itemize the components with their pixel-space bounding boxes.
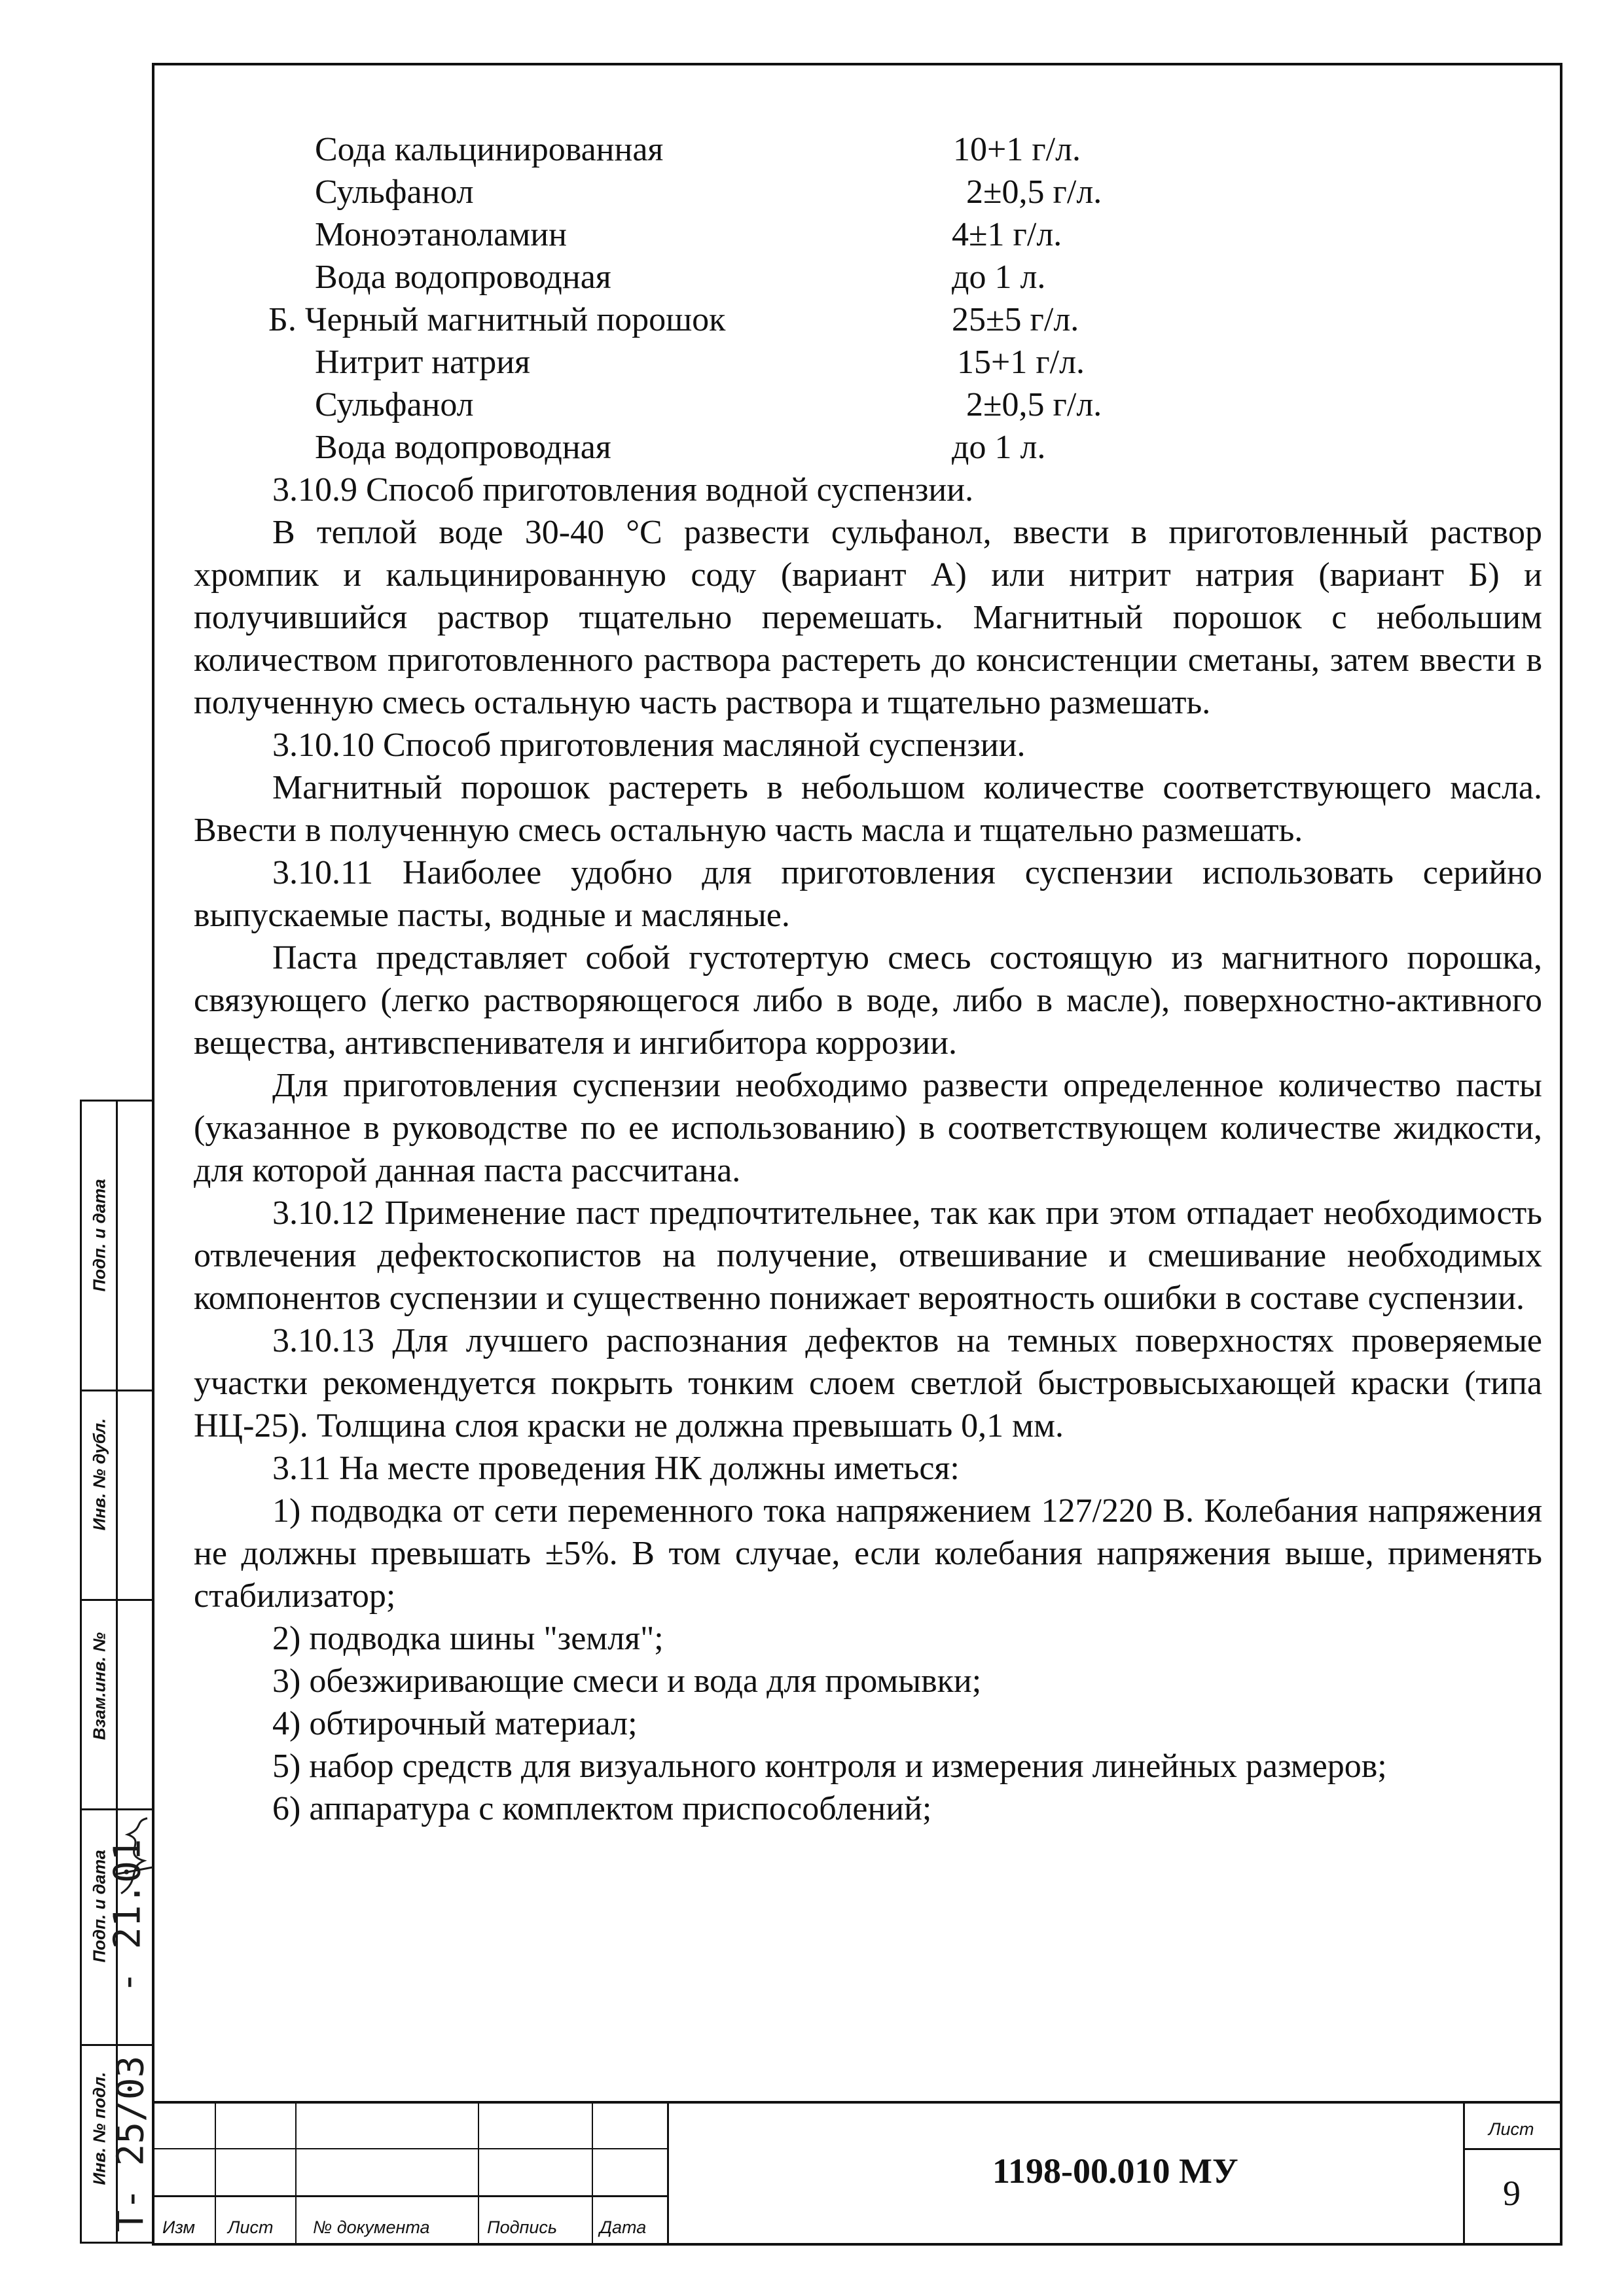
title-block-col xyxy=(667,2101,669,2246)
ingredient-name: Сода кальцинированная xyxy=(315,131,664,168)
col-label-list: Лист xyxy=(228,2217,274,2237)
title-block-col xyxy=(592,2101,593,2246)
ingredient-name: Нитрит натрия xyxy=(315,344,530,381)
ingredient-amount: 4±1 г/л. xyxy=(952,216,1062,253)
paragraph: Для приготовления суспензии необходимо развести определенное количество пасты (указанное в руководстве по ее использованию) в соответствующем количестве жидкости, для которой данная паста рассчитана. xyxy=(194,1067,1542,1189)
recipe-row xyxy=(194,213,1542,256)
title-block-rule xyxy=(154,2195,667,2197)
ingredient-amount: 15+1 г/л. xyxy=(957,344,1085,381)
label-inv-podl: Инв. № подл. xyxy=(89,2072,109,2185)
recipe-row xyxy=(194,171,1542,213)
ingredient-amount: до 1 л. xyxy=(952,259,1046,296)
handwritten-inv-number: Т- 25/03 xyxy=(109,2055,153,2233)
paragraph: 3.10.11 Наиболее удобно для приготовления суспензии использовать серийно выпускаемые пасты, водные и масляные. xyxy=(194,854,1542,934)
list-item: 4) обтирочный материал; xyxy=(272,1705,638,1742)
ingredient-amount: 10+1 г/л. xyxy=(953,131,1081,168)
label-inv-dubl: Инв. № дубл. xyxy=(89,1418,109,1531)
recipe-row xyxy=(194,298,1542,341)
strip-divider xyxy=(82,1808,154,1810)
paragraph: Магнитный порошок растереть в небольшом количестве соответствующего масла. Ввести в полученную смесь остальную часть масла и тщательно размешать. xyxy=(194,769,1542,849)
list-item: 2) подводка шины "земля"; xyxy=(272,1620,664,1657)
sheet-number: 9 xyxy=(1503,2174,1521,2213)
section-heading: 3.11 На месте проведения НК должны иметься: xyxy=(272,1450,960,1487)
recipe-row xyxy=(194,256,1542,298)
paragraph: 1) подводка от сети переменного тока напряжением 127/220 В. Колебания напряжения не должны превышать ±5%. В том случае, если колебания напряжения выше, применять стабилизатор; xyxy=(194,1492,1542,1615)
ingredient-amount: 2±0,5 г/л. xyxy=(966,386,1102,423)
ingredient-amount: 25±5 г/л. xyxy=(952,301,1079,338)
strip-divider xyxy=(82,1599,154,1601)
paragraph: 3.10.12 Применение паст предпочтительнее, так как при этом отпадает необходимость отвлечения дефектоскопистов на получение, отвешивание и смешивание необходимых компонентов суспензии и существенно понижает вероятность ошибки в составе суспензии. xyxy=(194,1194,1542,1317)
document-body xyxy=(194,128,1542,1830)
ingredient-name: Сульфанол xyxy=(315,386,474,423)
signature-icon xyxy=(115,1815,155,1900)
title-block-rule xyxy=(154,2148,667,2149)
ingredient-name: Вода водопроводная xyxy=(315,429,611,466)
list-item: 6) аппаратура с комплектом приспособлений; xyxy=(272,1790,932,1827)
handwritten-date: - 21.01 xyxy=(106,1839,149,1994)
section-heading: 3.10.10 Способ приготовления масляной суспензии. xyxy=(272,726,1026,764)
ingredient-name: Моноэтаноламин xyxy=(315,216,567,253)
recipe-row xyxy=(194,426,1542,469)
strip-divider xyxy=(82,1390,154,1391)
ingredient-amount: до 1 л. xyxy=(952,429,1046,466)
margin-stamp-strip xyxy=(80,1100,154,2244)
sheet-label: Лист xyxy=(1489,2119,1534,2139)
title-block-col xyxy=(295,2101,297,2246)
strip-divider xyxy=(82,2044,154,2046)
list-item: 3) обезжиривающие смеси и вода для промывки; xyxy=(272,1662,982,1700)
ingredient-amount: 2±0,5 г/л. xyxy=(966,173,1102,211)
title-block-col xyxy=(1463,2101,1465,2246)
recipe-row xyxy=(194,341,1542,384)
paragraph: В теплой воде 30-40 °С развести сульфанол, ввести в приготовленный раствор хромпик и кальцинированную соду (вариант А) или нитрит натрия (вариант Б) и получившийся раствор тщательно перемешать. Магнитный порошок с небольшим количеством приготовленного раствора растереть до консистенции сметаны, затем ввести в полученную смесь остальную часть раствора и тщательно размешать. xyxy=(194,514,1542,721)
paragraph: 3.10.13 Для лучшего распознания дефектов на темных поверхностях проверяемые участки рекомендуется покрыть тонким слоем светлой быстровысыхающей краски (типа НЦ-25). Толщина слоя краски не должна превышать 0,1 мм. xyxy=(194,1322,1542,1444)
paragraph: Паста представляет собой густотертую смесь состоящую из магнитного порошка, связующего (легко растворяющегося либо в воде, либо в масле), поверхностно-активного вещества, антивспенивателя и ингибитора коррозии. xyxy=(194,939,1542,1062)
col-label-date: Дата xyxy=(600,2217,647,2237)
ingredient-name: Б. Черный магнитный порошок xyxy=(268,301,726,338)
title-block-rule xyxy=(1463,2148,1562,2150)
label-podp-data: Подп. и дата xyxy=(89,1179,109,1292)
title-block xyxy=(154,2101,1562,2246)
ingredient-name: Сульфанол xyxy=(315,173,474,211)
col-label-izm: Изм xyxy=(162,2217,196,2237)
label-vzam-inv: Взам.инв. № xyxy=(89,1632,109,1740)
recipe-row xyxy=(194,384,1542,426)
col-label-signature: Подпись xyxy=(487,2217,558,2237)
title-block-border xyxy=(154,2101,1562,2104)
title-block-col xyxy=(478,2101,479,2246)
ingredient-name: Вода водопроводная xyxy=(315,259,611,296)
document-code: 1198-00.010 МУ xyxy=(992,2151,1238,2191)
list-item: 5) набор средств для визуального контроля и измерения линейных размеров; xyxy=(272,1748,1387,1785)
col-label-doc-number: № документа xyxy=(313,2217,430,2237)
recipe-row xyxy=(194,128,1542,171)
section-heading: 3.10.9 Способ приготовления водной суспензии. xyxy=(272,471,974,509)
label-podp-data: Подп. и дата xyxy=(89,1850,109,1963)
title-block-col xyxy=(215,2101,216,2246)
